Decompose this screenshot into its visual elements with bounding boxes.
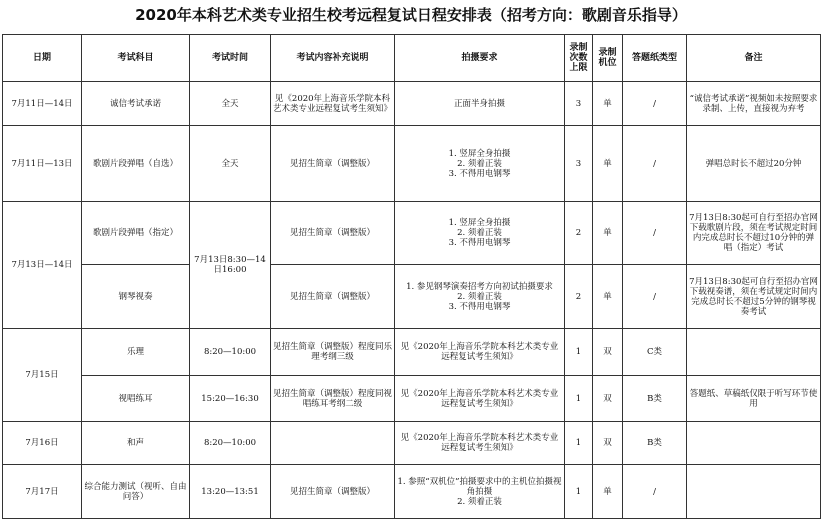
- cell-remarks: [687, 422, 821, 465]
- header-subject: 考试科目: [82, 35, 190, 82]
- cell-time: 全天: [190, 126, 271, 202]
- shooting-line: 3. 不得用电钢琴: [448, 168, 511, 179]
- cell-subject: 钢琴视奏: [82, 265, 190, 329]
- cell-shooting: [395, 422, 565, 465]
- cell-device: 单: [593, 265, 623, 329]
- cell-device: 单: [593, 82, 623, 126]
- shooting-line: 2. 须着正装: [457, 158, 502, 169]
- shooting-line: 1. 竖屏全身拍摄: [448, 148, 511, 159]
- cell-paper-type: /: [623, 465, 687, 519]
- cell-notes: [271, 422, 395, 465]
- cell-remarks: 7月13日8:30起可自行至招办官网下载视奏谱，须在考试规定时间内完成总时长不超过5分钟的钢琴视奏考试: [687, 265, 821, 329]
- cell-time: 全天: [190, 82, 271, 126]
- table-row: [3, 376, 821, 422]
- table-row: [3, 329, 821, 376]
- header-remarks: 备注: [687, 35, 821, 82]
- cell-subject: 乐理: [82, 329, 190, 376]
- header-device: 录制机位: [593, 35, 623, 82]
- cell-paper-type: /: [623, 82, 687, 126]
- page-title: 2020年本科艺术类专业招生校考远程复试日程安排表（招考方向：歌剧音乐指导）: [135, 6, 687, 24]
- cell-max-times: 1: [565, 329, 593, 376]
- cell-date: 7月11日—13日: [3, 126, 82, 202]
- cell-time: 15:20—16:30: [190, 376, 271, 422]
- shooting-line: 正面半身拍摄: [453, 98, 505, 109]
- table-row: [3, 202, 821, 265]
- cell-max-times: 1: [565, 465, 593, 519]
- cell-notes: 见招生简章（调整版）: [271, 126, 395, 202]
- cell-paper-type: B类: [623, 422, 687, 465]
- cell-device: 双: [593, 422, 623, 465]
- cell-notes: 见招生简章（调整版）: [271, 465, 395, 519]
- cell-shooting: [395, 126, 565, 202]
- cell-remarks: [687, 329, 821, 376]
- shooting-line: 2. 须着正装: [457, 496, 502, 507]
- cell-subject: 和声: [82, 422, 190, 465]
- cell-max-times: 3: [565, 126, 593, 202]
- cell-time: 7月13日8:30—14日16:00: [190, 202, 271, 329]
- shooting-line: 3. 不得用电钢琴: [448, 238, 511, 248]
- cell-time: 8:20—10:00: [190, 329, 271, 376]
- cell-date: 7月15日: [3, 329, 82, 422]
- cell-date: 7月11日—14日: [3, 82, 82, 126]
- table-row: [3, 422, 821, 465]
- table-row: [3, 465, 821, 519]
- cell-subject: 歌剧片段弹唱（自选）: [82, 126, 190, 202]
- cell-shooting: [395, 465, 565, 519]
- shooting-line: 1. 参照“双机位”拍摄要求中的主机位拍摄视角拍摄: [397, 476, 562, 497]
- header-shooting: 拍摄要求: [395, 35, 565, 82]
- cell-time: 13:20—13:51: [190, 465, 271, 519]
- table-row: [3, 82, 821, 126]
- cell-subject: 综合能力测试（视听、自由问答）: [82, 465, 190, 519]
- cell-paper-type: B类: [623, 376, 687, 422]
- cell-remarks: “诚信考试承诺”视频如未按照要求录制、上传，直接视为弃考: [687, 82, 821, 126]
- cell-paper-type: /: [623, 202, 687, 265]
- cell-shooting: [395, 376, 565, 422]
- cell-shooting: [395, 329, 565, 376]
- table-row: [3, 265, 821, 329]
- shooting-line: 1. 竖屏全身拍摄: [448, 218, 511, 228]
- shooting-line: 见《2020年上海音乐学院本科艺术类专业远程复试考生须知》: [400, 342, 559, 362]
- header-paper-type: 答题纸类型: [623, 35, 687, 82]
- cell-remarks: [687, 465, 821, 519]
- shooting-line: 3. 不得用电钢琴: [448, 301, 511, 312]
- cell-subject: 视唱练耳: [82, 376, 190, 422]
- shooting-line: 见《2020年上海音乐学院本科艺术类专业远程复试考生须知》: [400, 433, 559, 453]
- cell-device: 单: [593, 465, 623, 519]
- cell-shooting: [395, 265, 565, 329]
- cell-paper-type: /: [623, 265, 687, 329]
- header-max-times: 录制次数上限: [565, 35, 593, 82]
- shooting-line: 见《2020年上海音乐学院本科艺术类专业远程复试考生须知》: [400, 388, 559, 409]
- cell-max-times: 2: [565, 202, 593, 265]
- cell-subject: 诚信考试承诺: [82, 82, 190, 126]
- cell-notes: 见《2020年上海音乐学院本科艺术类专业远程复试考生须知》: [271, 82, 395, 126]
- cell-remarks: 答题纸、草稿纸仅限于听写环节使用: [687, 376, 821, 422]
- header-notes: 考试内容补充说明: [271, 35, 395, 82]
- shooting-line: 2. 须着正装: [457, 228, 502, 238]
- cell-notes: 见招生简章（调整版）: [271, 202, 395, 265]
- cell-max-times: 1: [565, 376, 593, 422]
- cell-paper-type: /: [623, 126, 687, 202]
- table-row: [3, 126, 821, 202]
- cell-shooting: [395, 82, 565, 126]
- cell-shooting: [395, 202, 565, 265]
- cell-max-times: 1: [565, 422, 593, 465]
- shooting-line: 1. 参见钢琴演奏招考方向初试拍摄要求: [406, 281, 553, 292]
- shooting-line: 2. 须着正装: [457, 291, 502, 302]
- schedule-table: [2, 34, 821, 519]
- cell-notes: 见招生简章（调整版）程度同乐理考纲三级: [271, 329, 395, 376]
- cell-date: 7月13日—14日: [3, 202, 82, 329]
- cell-remarks: 7月13日8:30起可自行至招办官网下载歌剧片段，须在考试规定时间内完成总时长不超过10分钟的弹唱（指定）考试: [687, 202, 821, 265]
- header-date: 日期: [3, 35, 82, 82]
- cell-device: 双: [593, 329, 623, 376]
- cell-paper-type: C类: [623, 329, 687, 376]
- cell-date: 7月16日: [3, 422, 82, 465]
- cell-device: 双: [593, 376, 623, 422]
- cell-max-times: 2: [565, 265, 593, 329]
- cell-time: 8:20—10:00: [190, 422, 271, 465]
- header-row: [3, 35, 821, 82]
- cell-max-times: 3: [565, 82, 593, 126]
- header-time: 考试时间: [190, 35, 271, 82]
- cell-notes: 见招生简章（调整版）程度同视唱练耳考纲二级: [271, 376, 395, 422]
- cell-date: 7月17日: [3, 465, 82, 519]
- cell-notes: 见招生简章（调整版）: [271, 265, 395, 329]
- cell-device: 单: [593, 202, 623, 265]
- cell-remarks: 弹唱总时长不超过20分钟: [687, 126, 821, 202]
- cell-subject: 歌剧片段弹唱（指定）: [82, 202, 190, 265]
- cell-device: 单: [593, 126, 623, 202]
